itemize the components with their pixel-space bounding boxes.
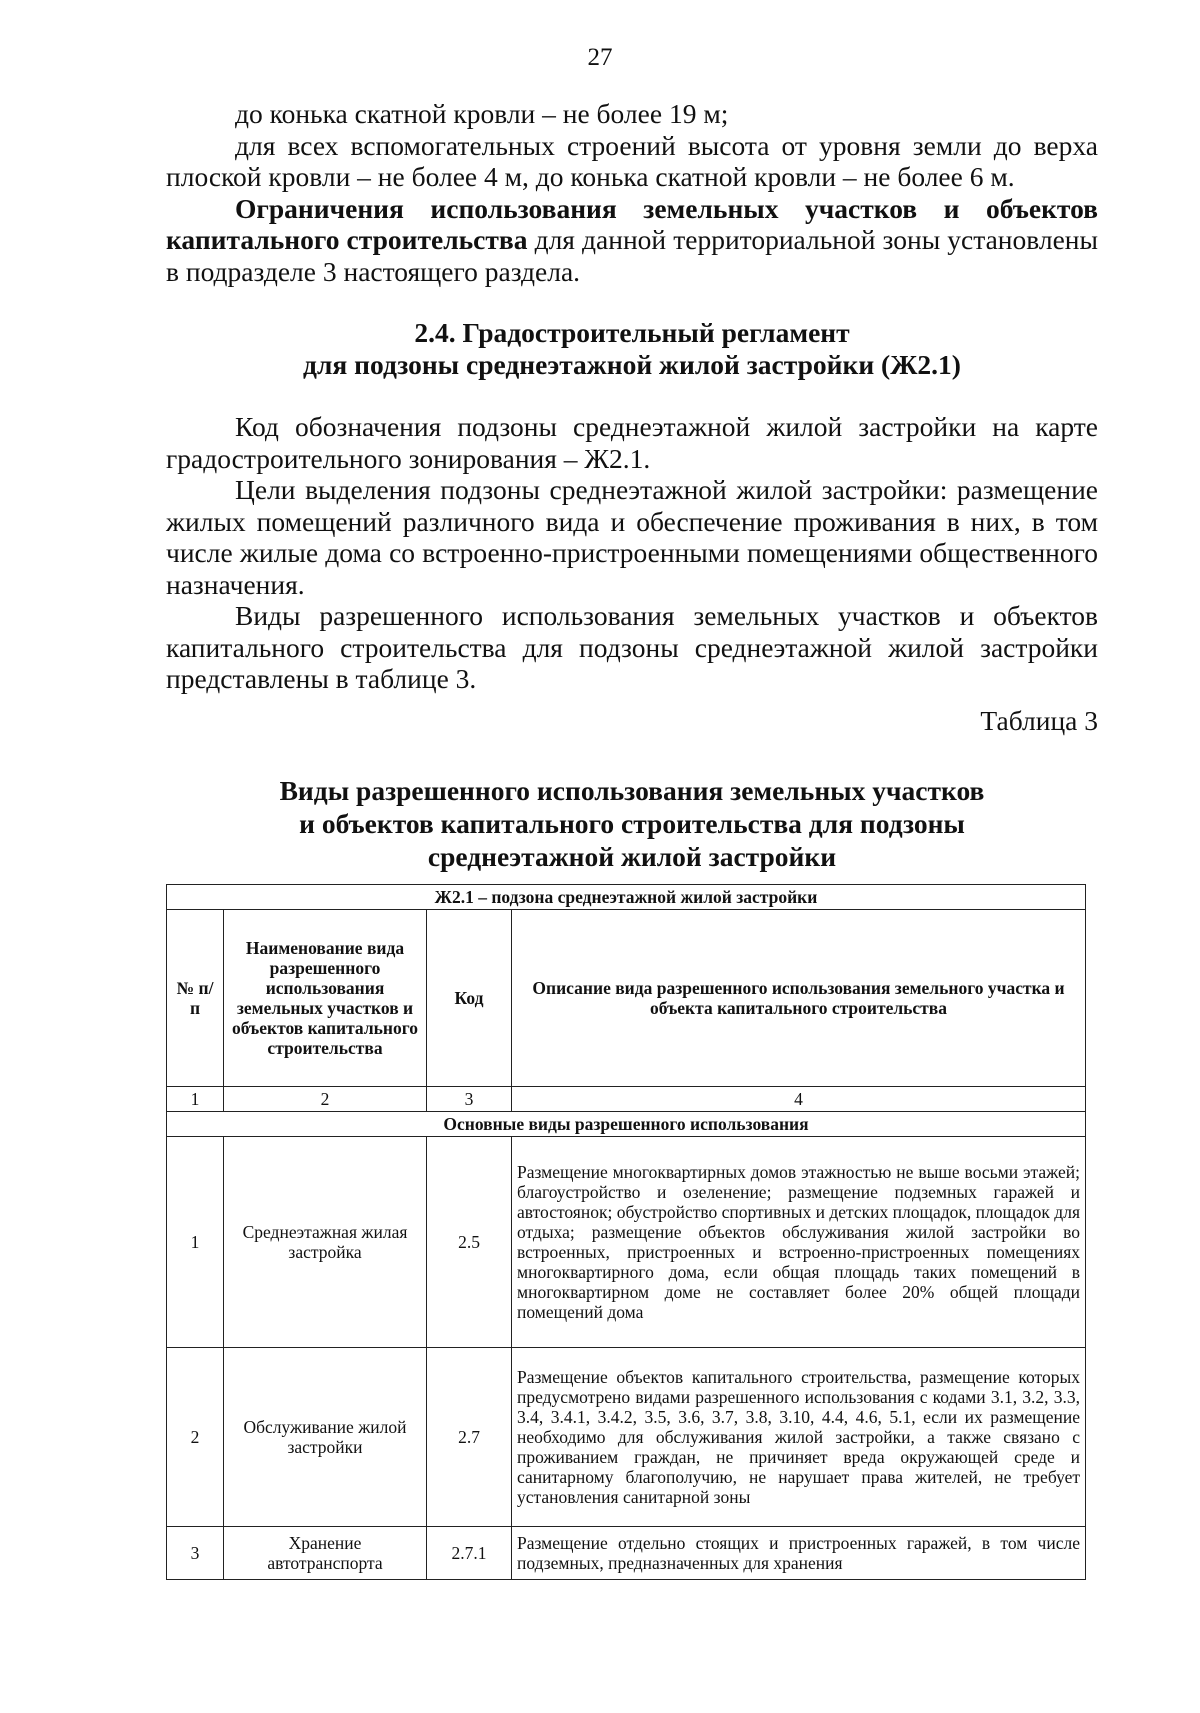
table-caption: Таблица 3 <box>980 704 1098 736</box>
table-title <box>166 774 1098 873</box>
table-row <box>167 1527 1086 1580</box>
restrictions-text: для данной территориальной зоны установлены в подразделе 3 настоящего раздела. <box>166 224 1098 287</box>
row-code-cell: 2.5 <box>427 1137 512 1348</box>
table-row <box>167 1137 1086 1348</box>
table-column-numbers-row <box>167 1087 1086 1112</box>
table-title-line-1: Виды разрешенного использования земельных участков <box>279 775 985 806</box>
column-number-1: 1 <box>167 1087 224 1112</box>
restrictions-bold-text: Ограничения использования земельных участков и объектов капитального строительства <box>166 192 1098 255</box>
row-name-cell: Обслуживание жилой застройки <box>224 1348 427 1527</box>
column-header-name: Наименование вида разрешенного использования земельных участков и объектов капитального строительства <box>224 910 427 1087</box>
table-row <box>167 1348 1086 1527</box>
page-number: 27 <box>587 44 613 71</box>
paragraph-restrictions <box>166 193 1098 288</box>
column-number-3: 3 <box>427 1087 512 1112</box>
table-group-row <box>167 1112 1086 1137</box>
row-description-cell: Размещение объектов капитального строительства, размещение которых предусмотрено видами разрешенного использования с кодами 3.1, 3.2, 3.3, 3.4, 3.4.1, 3.4.2, 3.5, 3.6, 3.7, 3.8, 3.10, 4.4, 4.6, 5.1, если их размещение необходимо для обслуживания жилой застройки, а также связано с проживанием граждан, не причиняет вреда окружающей среде и санитарному благополучию, не нарушает права жителей, не требует установления санитарной зоны <box>512 1348 1086 1527</box>
row-number-cell: 1 <box>167 1137 224 1348</box>
zone-header-cell: Ж2.1 – подзона среднеэтажной жилой застройки <box>167 885 1086 910</box>
section-heading-line-2: для подзоны среднеэтажной жилой застройки (Ж2.1) <box>303 349 961 380</box>
row-code-cell: 2.7.1 <box>427 1527 512 1580</box>
row-description-cell: Размещение многоквартирных домов этажностью не выше восьми этажей; благоустройство и озеленение; размещение подземных гаражей и автостоянок; обустройство спортивных и детских площадок, площадок для отдыха; размещение объектов обслуживания жилой застройки во встроенных, пристроенных и встроенно-пристроенных помещениях многоквартирного дома, если общая площадь таких помещений в многоквартирном доме не составляет более 20% общей площади помещений дома <box>512 1137 1086 1348</box>
row-description-cell: Размещение отдельно стоящих и пристроенных гаражей, в том числе подземных, предназначенных для хранения <box>512 1527 1086 1580</box>
row-name-cell: Среднеэтажная жилая застройка <box>224 1137 427 1348</box>
column-number-2: 2 <box>224 1087 427 1112</box>
paragraph-roof-height: до конька скатной кровли – не более 19 м; <box>235 98 729 129</box>
column-header-code: Код <box>427 910 512 1087</box>
column-header-number: № п/п <box>167 910 224 1087</box>
paragraph-auxiliary-buildings: для всех вспомогательных строений высота от уровня земли до верха плоской кровли – не более 4 м, до конька скатной кровли – не более 6 м. <box>166 129 1098 192</box>
table-title-line-2: и объектов капитального строительства для подзоны <box>299 808 965 839</box>
paragraph-zone-goals: Цели выделения подзоны среднеэтажной жилой застройки: размещение жилых помещений различного вида и обеспечение проживания в них, в том числе жилые дома со встроенно-пристроенными помещениями общественного назначения. <box>166 474 1098 600</box>
group-label-cell: Основные виды разрешенного использования <box>167 1112 1086 1137</box>
table-title-line-3: среднеэтажной жилой застройки <box>427 841 837 872</box>
paragraph-usage-types: Виды разрешенного использования земельных участков и объектов капитального строительства для подзоны среднеэтажной жилой застройки представлены в таблице 3. <box>166 600 1098 694</box>
usage-types-table <box>166 884 1086 1580</box>
paragraph-zone-code: Код обозначения подзоны среднеэтажной жилой застройки на карте градостроительного зонирования – Ж2.1. <box>166 411 1098 474</box>
table-header-row <box>167 910 1086 1087</box>
section-heading <box>166 317 1098 381</box>
row-number-cell: 2 <box>167 1348 224 1527</box>
document-body <box>166 98 1098 873</box>
column-header-description: Описание вида разрешенного использования земельного участка и объекта капитального строительства <box>512 910 1086 1087</box>
row-code-cell: 2.7 <box>427 1348 512 1527</box>
row-number-cell: 3 <box>167 1527 224 1580</box>
row-name-cell: Хранение автотранспорта <box>224 1527 427 1580</box>
table-zone-row <box>167 885 1086 910</box>
section-heading-line-1: 2.4. Градостроительный регламент <box>414 317 850 348</box>
column-number-4: 4 <box>512 1087 1086 1112</box>
